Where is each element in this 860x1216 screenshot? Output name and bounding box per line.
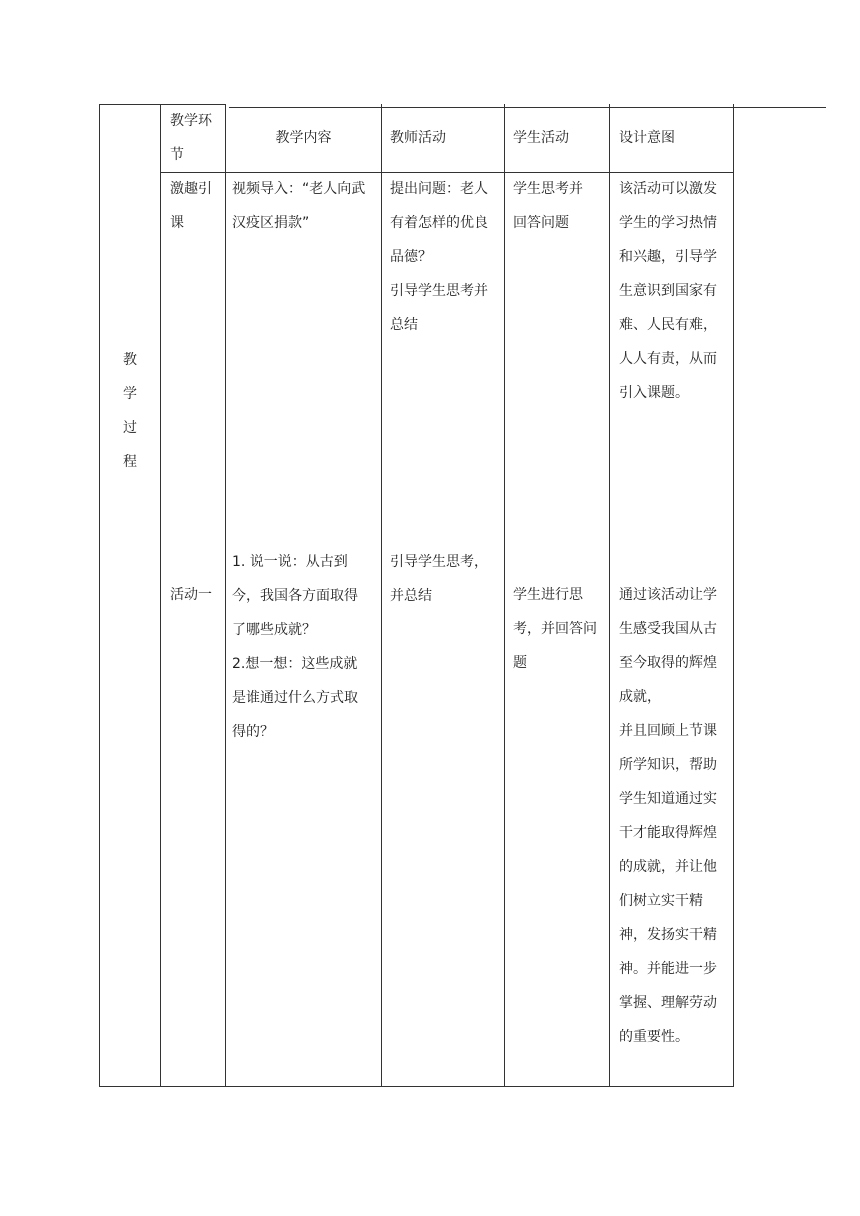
- header-content: 教学内容: [275, 130, 332, 146]
- row2-intent: 通过该活动让学 生感受我国从古 至今取得的辉煌 成就， 并且回顾上节课 所学知识，帮助 学生知道通过实 干才能取得辉煌 的成就，并让他 们树立实干精 神，发扬实干精 神。并能进一步 掌握、理解劳动 的重要性。: [619, 587, 717, 1045]
- row1-teacher: 提出问题：老人 有着怎样的优良 品德？ 引导学生思考并 总结: [390, 181, 488, 333]
- row2-teacher: 引导学生思考， 并总结: [390, 554, 488, 604]
- table-border-left: [99, 104, 100, 1087]
- column-divider-4: [504, 104, 505, 1087]
- side-label-char: 学: [123, 386, 137, 402]
- row1-content: 视频导入：“老人向武 汉疫区捐款”: [232, 181, 366, 231]
- column-divider-3: [381, 104, 382, 1087]
- row2-content: 1. 说一说：从古到 今，我国各方面取得 了哪些成就？ 2.想一想：这些成就 是谁通过什么方式取 得的？: [232, 554, 358, 740]
- row1-intent: 该活动可以激发 学生的学习热情 和兴趣，引导学 生意识到国家有 难、人民有难， 人人有责，从而 引入课题。: [619, 181, 717, 401]
- row1-section: 激趣引 课: [170, 181, 212, 231]
- side-label-char: 程: [123, 454, 137, 470]
- table-border-bottom: [99, 1086, 734, 1087]
- table-border-right: [733, 104, 734, 1087]
- table-border-top-offset: [229, 107, 826, 108]
- column-divider-1: [160, 104, 161, 1087]
- column-divider-2: [225, 104, 226, 1087]
- row2-student: 学生进行思 考，并回答问 题: [513, 587, 597, 671]
- header-section: 教学环 节: [170, 113, 212, 163]
- row1-student: 学生思考并 回答问题: [513, 181, 583, 231]
- side-label-teaching-process: [100, 343, 160, 479]
- header-teacher: 教师活动: [390, 130, 446, 146]
- header-intent: 设计意图: [619, 130, 675, 146]
- row2-section: 活动一: [170, 587, 212, 603]
- header-student: 学生活动: [513, 130, 569, 146]
- side-label-char: 过: [123, 420, 137, 436]
- side-label-char: 教: [123, 352, 137, 368]
- column-divider-5: [609, 104, 610, 1087]
